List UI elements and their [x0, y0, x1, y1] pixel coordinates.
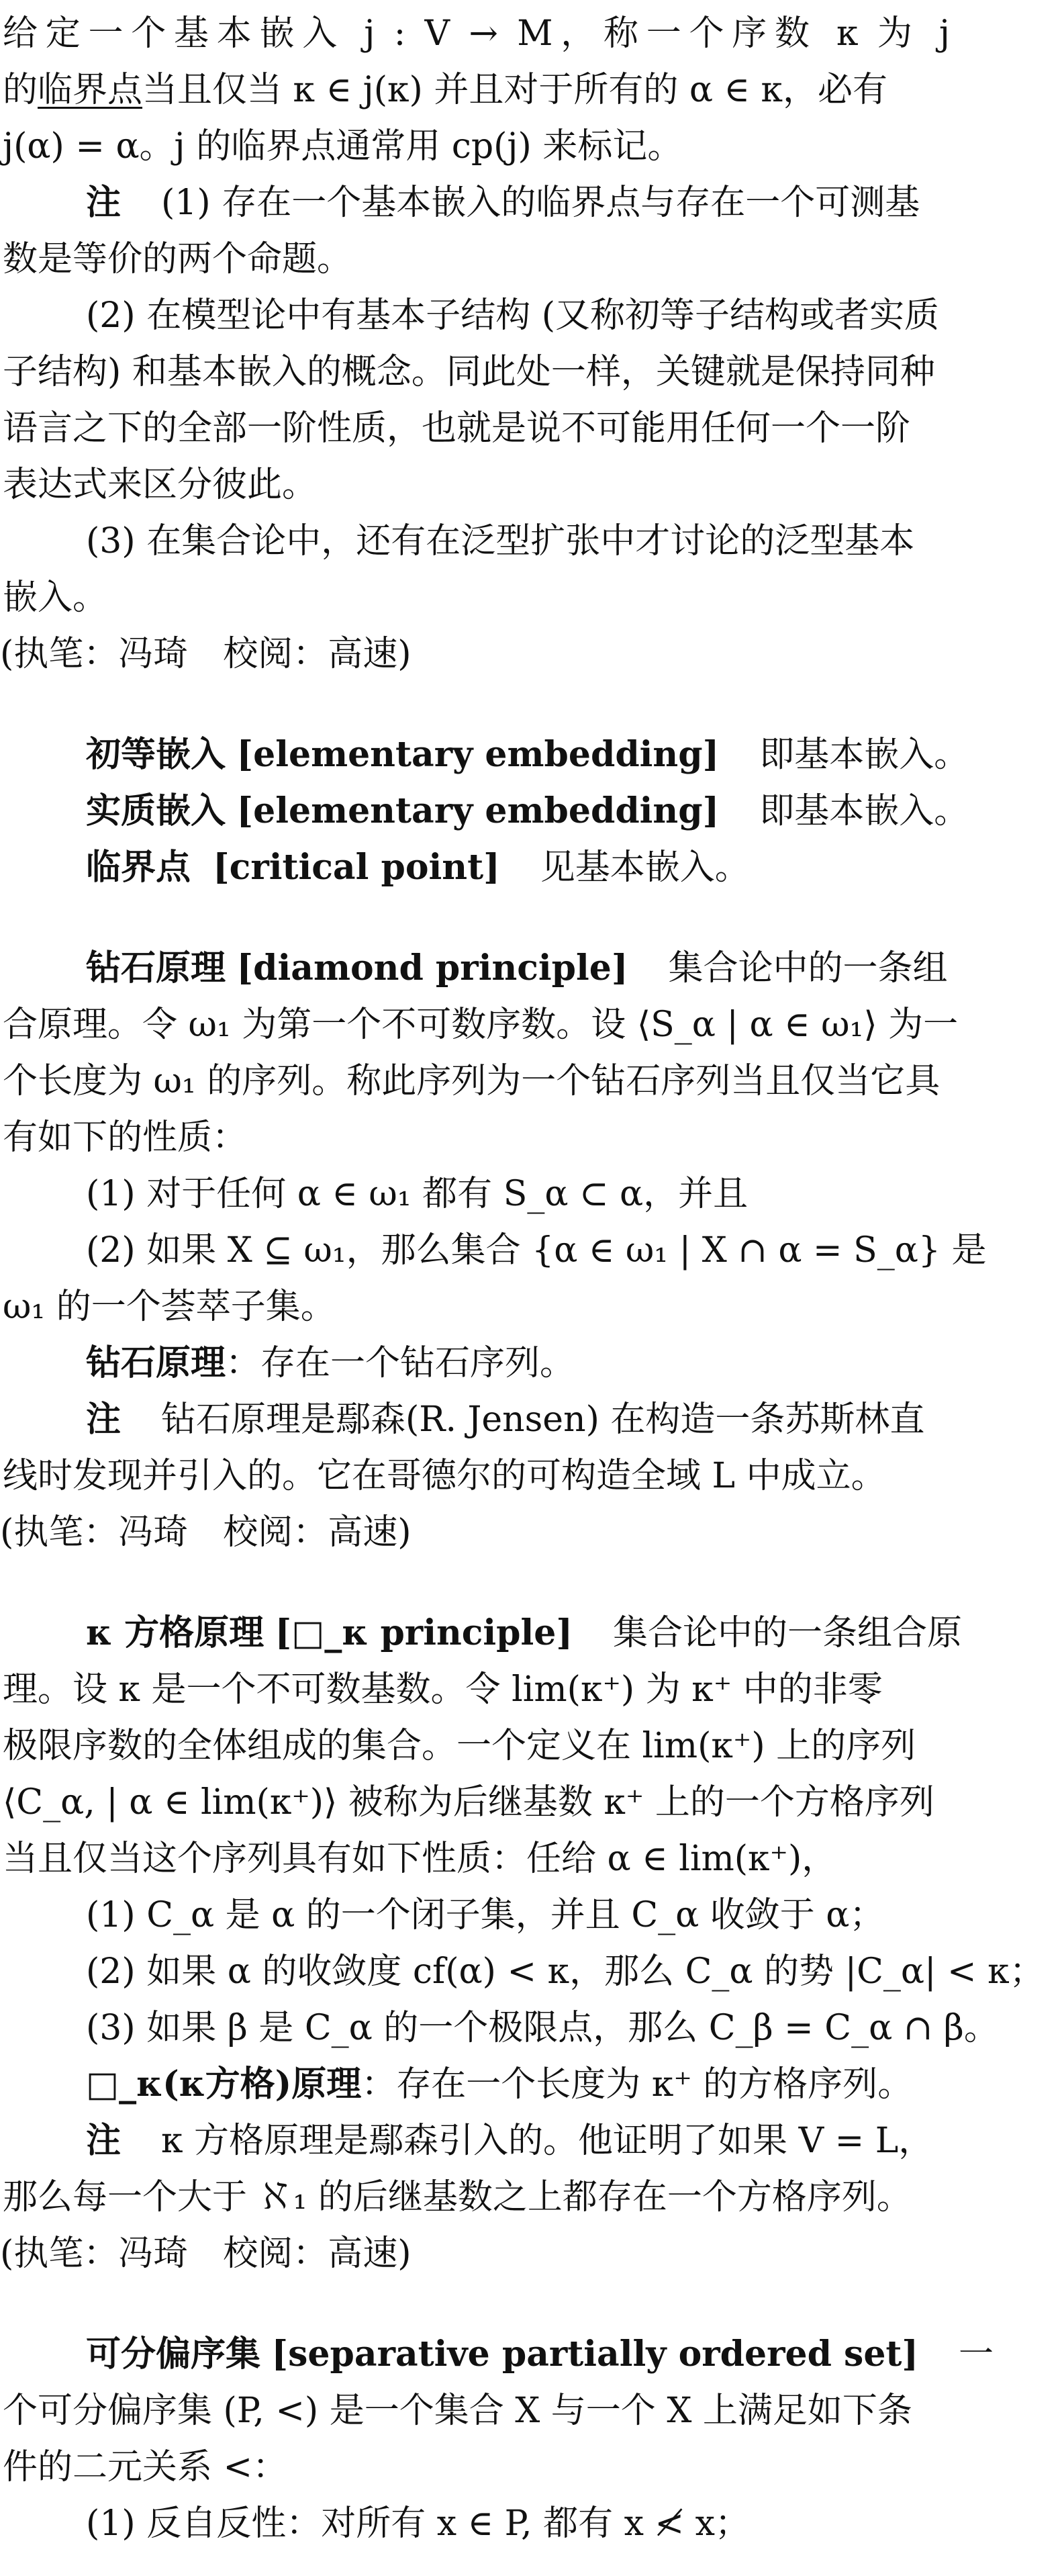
term-underlined: 临界点: [38, 70, 143, 110]
entry-english: [diamond principle]: [236, 948, 628, 988]
note-label: 注: [86, 182, 122, 223]
principle-label: □_κ(κ方格)原理: [86, 2064, 362, 2105]
text-line: 给定一个基本嵌入 j : V → M，称一个序数 κ 为 j: [3, 13, 950, 54]
text-line: ⟨C_α, | α ∈ lim(κ⁺)⟩ 被称为后继基数 κ⁺ 上的一个方格序列: [3, 1782, 934, 1823]
text-line: ω₁ 的一个荟萃子集。: [3, 1287, 336, 1327]
text-line: (2) 如果 X ⊆ ω₁，那么集合 {α ∈ ω₁ | X ∩ α = S_α} 是: [86, 1230, 987, 1271]
text-line: 件的二元关系 <：: [3, 2447, 288, 2487]
note-label: 注: [86, 2120, 122, 2161]
note-line: 注 κ 方格原理是鄢森引入的。他证明了如果 V = L，: [86, 2120, 934, 2161]
text-line: 当且仅当这个序列具有如下性质：任给 α ∈ lim(κ⁺)，: [3, 1839, 837, 1879]
text-line: (2) 在模型论中有基本子结构 (又称初等子结构或者实质: [86, 295, 940, 336]
entry-english: [critical point]: [213, 847, 500, 888]
note-line: 注 钻石原理是鄢森(R. Jensen) 在构造一条苏斯林直: [86, 1399, 925, 1440]
text-line: □_κ(κ方格)原理：存在一个长度为 κ⁺ 的方格序列。: [86, 2064, 913, 2105]
text-line: (2) 如果 α 的收敛度 cf(α) < κ，那么 C_α 的势 |C_α| < κ；: [86, 1951, 1045, 1992]
text-line: (1) C_α 是 α 的一个闭子集，并且 C_α 收敛于 α；: [86, 1895, 885, 1935]
text-line: (3) 如果 β 是 C_α 的一个极限点，那么 C_β = C_α ∩ β。: [86, 2008, 999, 2048]
text-line: 钻石原理：存在一个钻石序列。: [86, 1342, 575, 1383]
text-line: 嵌入。: [3, 578, 108, 618]
entry-term: 可分偏序集: [86, 2334, 261, 2375]
entry-term: 初等嵌入: [86, 734, 226, 775]
entry-term: 钻石原理: [86, 948, 226, 988]
entry-separative-poset: 可分偏序集 [separative partially ordered set] 一: [86, 2334, 994, 2375]
entry-critical-point: 临界点 [critical point] 见基本嵌入。: [86, 847, 750, 888]
note-label: 注: [86, 1399, 122, 1440]
entry-diamond-principle: 钻石原理 [diamond principle] 集合论中的一条组: [86, 948, 948, 988]
entry-term: 临界点: [86, 847, 191, 888]
text-line: 表达式来区分彼此。: [3, 465, 318, 505]
text-line: 合原理。令 ω₁ 为第一个不可数序数。设 ⟨S_α | α ∈ ω₁⟩ 为一: [3, 1005, 959, 1045]
text-line: (1) 反自反性：对所有 x ∈ P, 都有 x ≮ x；: [86, 2503, 750, 2544]
text-line: (3) 在集合论中，还有在泛型扩张中才讨论的泛型基本: [86, 521, 915, 561]
text-line: 个长度为 ω₁ 的序列。称此序列为一个钻石序列当且仅当它具: [3, 1061, 941, 1101]
text-line: 个可分偏序集 (P, <) 是一个集合 X 与一个 X 上满足如下条: [3, 2391, 912, 2431]
text-line: 子结构) 和基本嵌入的概念。同此处一样，关键就是保持同种: [3, 352, 935, 392]
principle-label: 钻石原理: [86, 1342, 226, 1383]
text-line: j(α) = α。j 的临界点通常用 cp(j) 来标记。: [3, 126, 683, 167]
entry-english: [elementary embedding]: [236, 790, 720, 831]
text-line: 的临界点当且仅当 κ ∈ j(κ) 并且对于所有的 α ∈ κ，必有: [3, 70, 888, 110]
text-line: 有如下的性质：: [3, 1117, 248, 1158]
text-line: 线时发现并引入的。它在哥德尔的可构造全域 L 中成立。: [3, 1456, 886, 1496]
text-line: 语言之下的全部一阶性质，也就是说不可能用任何一个一阶: [3, 408, 911, 449]
note-line: 注 (1) 存在一个基本嵌入的临界点与存在一个可测基: [86, 182, 920, 223]
entry-elementary-embedding: 初等嵌入 [elementary embedding] 即基本嵌入。: [86, 734, 969, 775]
author-signature: (执笔：冯琦 校阅：高速): [0, 1512, 412, 1553]
entry-term: κ 方格原理: [86, 1612, 264, 1653]
text-line: 理。设 κ 是一个不可数基数。令 lim(κ⁺) 为 κ⁺ 中的非零: [3, 1669, 883, 1710]
entry-english: [□_κ principle]: [275, 1612, 573, 1653]
text-line: (1) 对于任何 α ∈ ω₁ 都有 S_α ⊂ α，并且: [86, 1174, 749, 1214]
entry-english: [elementary embedding]: [236, 734, 720, 775]
text-line: 数是等价的两个命题。: [3, 239, 352, 279]
entry-substantive-embedding: 实质嵌入 [elementary embedding] 即基本嵌入。: [86, 790, 969, 831]
text-line: 那么每一个大于 ℵ₁ 的后继基数之上都存在一个方格序列。: [3, 2177, 912, 2217]
author-signature: (执笔：冯琦 校阅：高速): [0, 2234, 412, 2274]
entry-english: [separative partially ordered set]: [271, 2334, 919, 2375]
entry-square-principle: κ 方格原理 [□_κ principle] 集合论中的一条组合原: [86, 1612, 962, 1653]
author-signature: (执笔：冯琦 校阅：高速): [0, 634, 412, 674]
entry-term: 实质嵌入: [86, 790, 226, 831]
text-line: 极限序数的全体组成的集合。一个定义在 lim(κ⁺) 上的序列: [3, 1726, 916, 1766]
